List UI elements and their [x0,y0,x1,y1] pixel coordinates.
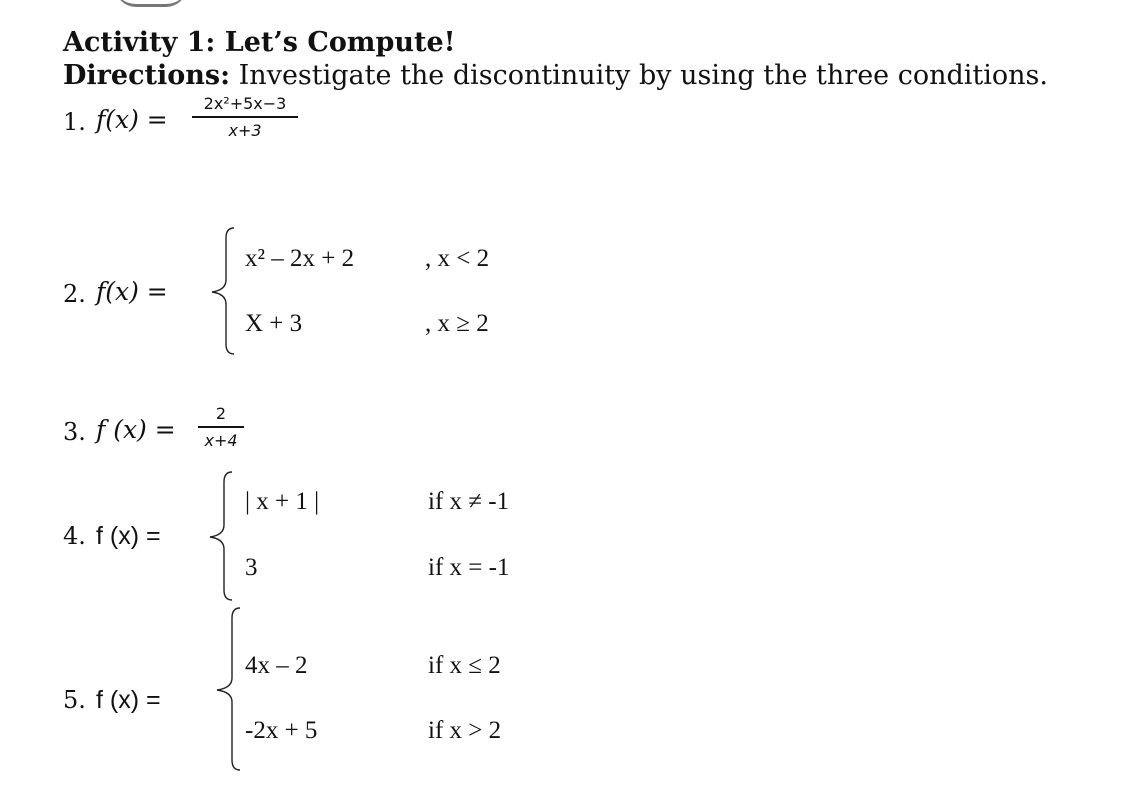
problem-1-label: f(x) = [96,105,168,134]
directions-label: Directions: [63,60,231,91]
problem-4-case-1-cond: if x ≠ -1 [428,488,510,515]
problem-5-brace [212,606,244,772]
problem-2-brace [208,226,238,356]
directions [63,60,1048,91]
problem-5-number: 5. [63,686,86,714]
problem-3-denominator: x+4 [204,430,238,450]
problem-2-number: 2. [63,280,86,308]
problem-5-case-1-expr: 4x – 2 [245,652,308,679]
problem-4-brace [206,470,236,602]
problem-4-number: 4. [63,522,86,550]
problem-2-case-2-expr: X + 3 [245,310,303,337]
fraction-bar [198,426,244,428]
problem-2-case-1-expr: x² – 2x + 2 [245,245,355,272]
problem-1-numerator: 2x²+5x−3 [203,94,287,113]
problem-3-fraction [198,404,244,450]
problem-4-case-2-expr: 3 [245,554,258,581]
fraction-bar [192,116,298,118]
directions-text: Investigate the discontinuity by using the three conditions. [230,60,1048,91]
problem-4-case-2-cond: if x = -1 [428,554,510,581]
problem-2-case-2-cond: , x ≥ 2 [425,310,489,337]
problem-1-number: 1. [63,108,86,136]
problem-5-case-1-cond: if x ≤ 2 [428,652,501,679]
problem-4-case-1-expr: | x + 1 | [245,488,320,515]
problem-2-case-1-cond: , x < 2 [425,245,490,272]
activity-title: Activity 1: Let’s Compute! [63,27,456,58]
problem-5-case-2-cond: if x > 2 [428,717,502,744]
problem-1-fraction [192,94,298,140]
problem-3-label: f (x) = [96,415,176,444]
problem-4-label: f (x) = [96,522,161,550]
problem-5-case-2-expr: -2x + 5 [245,717,318,744]
problem-2-label: f(x) = [96,277,168,306]
problem-1-denominator: x+3 [228,120,262,140]
problem-3-numerator: 2 [215,404,227,423]
logo-fragment [115,0,187,7]
problem-3-number: 3. [63,418,86,446]
problem-5-label: f (x) = [96,686,161,714]
